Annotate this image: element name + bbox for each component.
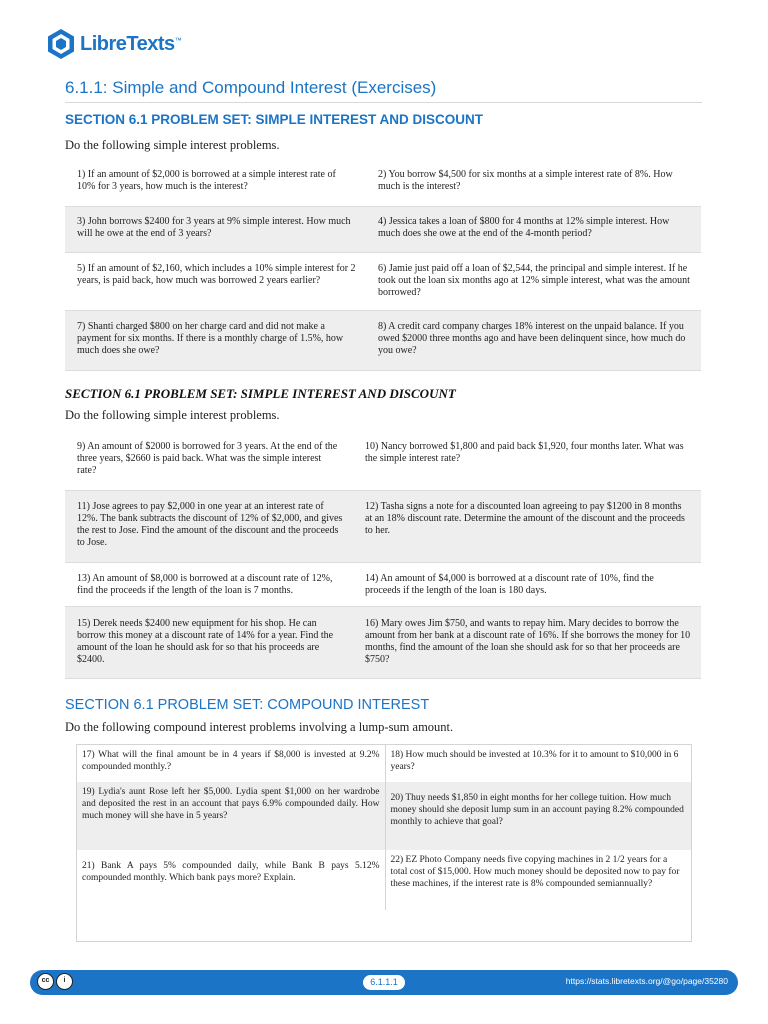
table-row [77,782,691,850]
section-2-problem-table [65,432,701,679]
problem-22: 22) EZ Photo Company needs five copying machines in 2 1/2 years for a total cost of $15,000. How much money should be deposited now to pay for these machines, if the interest rate is 8% compounded semiannually? [390,855,680,889]
cc-license-badge[interactable] [37,973,75,990]
table-row [65,310,701,370]
attribution-icon: i [56,973,73,990]
section-2-heading: SECTION 6.1 PROBLEM SET: SIMPLE INTEREST AND DISCOUNT [65,386,456,401]
page-title: 6.1.1: Simple and Compound Interest (Exercises) [65,78,702,103]
problem-2: 2) You borrow $4,500 for six months at a simple interest rate of 8%. How much is the interest? [378,169,673,192]
problem-5: 5) If an amount of $2,160, which includes a 10% simple interest for 2 years, is paid back, how much was borrowed 2 years earlier? [77,262,356,286]
table-row [65,490,701,562]
footer-bar [30,970,738,995]
cc-icon: cc [37,973,54,990]
table-row [77,745,691,782]
libretexts-logo[interactable] [46,28,181,60]
section-3-heading: SECTION 6.1 PROBLEM SET: COMPOUND INTEREST [65,697,430,713]
section-3-intro: Do the following compound interest problems involving a lump-sum amount. [65,720,454,734]
problem-14: 14) An amount of $4,000 is borrowed at a discount rate of 10%, find the proceeds if the length of the loan is 180 days. [365,572,654,596]
problem-13: 13) An amount of $8,000 is borrowed at a discount rate of 12%, find the proceeds if the length of the loan is 7 months. [77,572,333,596]
problem-10: 10) Nancy borrowed $1,800 and paid back $1,920, four months later. What was the simple interest rate? [365,441,684,464]
compound-interest-table [76,744,692,942]
problem-11: 11) Jose agrees to pay $2,000 in one year at an interest rate of 12%. The bank subtracts the discount of 12% of $2,000, and gives the rest to Jose. Find the amount of the discount and the proceeds to Jose. [65,490,353,562]
problem-4: 4) Jessica takes a loan of $800 for 4 months at 12% simple interest. How much does she owe at the end of the 4-month period? [366,206,701,252]
table-row [65,206,701,252]
problem-17: 17) What will the final amount be in 4 years if $8,000 is invested at 9.2% compounded monthly.? [77,745,385,782]
problem-8: 8) A credit card company charges 18% interest on the unpaid balance. If you owed $2000 three months ago and have been delinquent since, how much do you owe? [366,310,701,370]
page-number: 6.1.1.1 [363,975,405,990]
problem-21: 21) Bank A pays 5% compounded daily, while Bank B pays 5.12% compounded monthly. Which bank pays more? Explain. [77,850,385,910]
section-1-heading: SECTION 6.1 PROBLEM SET: SIMPLE INTEREST AND DISCOUNT [65,112,484,127]
section-1-problem-table [65,160,701,371]
table-row [65,252,701,310]
problem-7: 7) Shanti charged $800 on her charge card and did not make a payment for six months. If there is a monthly charge of 1.5%, how much does she owe? [65,310,366,370]
problem-16: 16) Mary owes Jim $750, and wants to repay him. Mary decides to borrow the amount from her bank at a discount rate of 16%. If she borrows the money for 10 months, find the amount of the loan she should ask for so that her proceeds are $750? [353,606,701,678]
problem-15: 15) Derek needs $2400 new equipment for his shop. He can borrow this money at a discount rate of 14% for a year. Find the amount of the loan he should ask for so that his proceeds are $2400. [65,606,353,678]
table-row [65,432,701,490]
table-row [77,850,691,910]
problem-12: 12) Tasha signs a note for a discounted loan agreeing to pay $1200 in 8 months at an 18% discount rate. Determine the amount of the discount and the proceeds to her. [353,490,701,562]
table-row [65,562,701,606]
problem-6: 6) Jamie just paid off a loan of $2,544, the principal and simple interest. If he took out the loan six months ago at 12% simple interest, what was the amount borrowed? [378,262,690,298]
logo-text: LibreTexts™ [80,32,182,55]
problem-18: 18) How much should be invested at 10.3% for it to amount to $10,000 in 6 years? [390,750,679,772]
section-1-intro: Do the following simple interest problems. [65,138,280,152]
section-2-intro: Do the following simple interest problems. [65,408,280,422]
table-row [65,160,701,206]
page-url-link[interactable]: https://stats.libretexts.org/@go/page/35280 [565,976,728,986]
problem-3: 3) John borrows $2400 for 3 years at 9% simple interest. How much will he owe at the end of 3 years? [65,206,366,252]
table-row [65,606,701,678]
libretexts-logo-icon [46,28,76,60]
problem-20: 20) Thuy needs $1,850 in eight months for her college tuition. How much money should she deposit lump sum in an account paying 8.2% compounded monthly to achieve that goal? [385,782,691,850]
problem-19: 19) Lydia's aunt Rose left her $5,000. Lydia spent $1,000 on her wardrobe and deposited the rest in an account that pays 6.9% compounded daily. How much money will she have in 5 years? [77,782,385,850]
problem-9: 9) An amount of $2000 is borrowed for 3 years. At the end of the three years, $2660 is paid back. What was the simple interest rate? [77,441,338,476]
problem-1: 1) If an amount of $2,000 is borrowed at a simple interest rate of 10% for 3 years, how much is the interest? [77,169,336,192]
